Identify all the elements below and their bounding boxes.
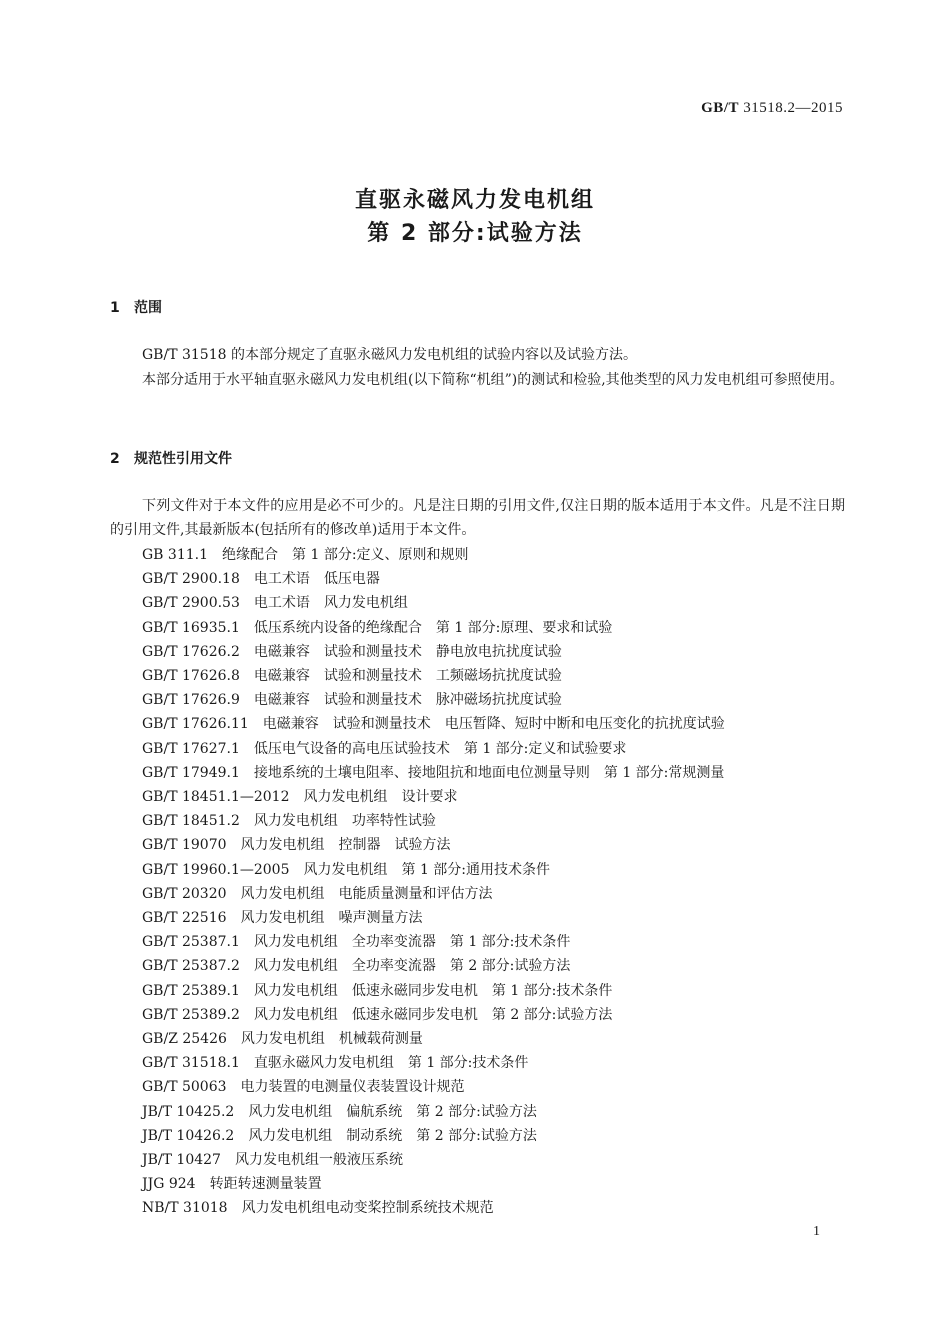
reference-code: GB/T 25387.2: [142, 958, 240, 975]
reference-title: 电磁兼容 试验和测量技术 电压暂降、短时中断和电压变化的抗扰度试验: [262, 716, 725, 733]
reference-title: 电磁兼容 试验和测量技术 工频磁场抗扰度试验: [253, 668, 562, 685]
reference-item: [142, 785, 725, 809]
reference-code: JB/T 10425.2: [142, 1103, 235, 1120]
reference-code: GB/T 22516: [142, 910, 227, 927]
reference-item: [142, 640, 725, 664]
normative-intro-paragraph: 下列文件对于本文件的应用是必不可少的。凡是注日期的引用文件,仅注日期的版本适用于本文件。凡是不注日期的引用文件,其最新版本(包括所有的修改单)适用于本文件。: [110, 498, 845, 538]
reference-code: GB/T 25389.1: [142, 982, 240, 999]
reference-code: GB/T 31518.1: [142, 1055, 240, 1072]
reference-code: GB/T 2900.53: [142, 595, 240, 612]
section-number: 2: [110, 451, 120, 467]
reference-code: GB/T 19070: [142, 837, 227, 854]
reference-code: JB/T 10427: [142, 1152, 221, 1169]
reference-item: [142, 664, 725, 688]
reference-code: JJG 924: [142, 1176, 196, 1193]
reference-title: 风力发电机组 功率特性试验: [253, 813, 436, 830]
reference-item: [142, 1124, 725, 1148]
reference-title: 风力发电机组 电能质量测量和评估方法: [240, 885, 493, 902]
reference-item: [142, 954, 725, 978]
reference-title: 风力发电机组 偏航系统 第 2 部分:试验方法: [248, 1103, 537, 1120]
reference-title: 风力发电机组 制动系统 第 2 部分:试验方法: [248, 1127, 537, 1144]
reference-item: [142, 567, 725, 591]
reference-code: GB/T 50063: [142, 1079, 227, 1096]
reference-code: GB/T 17626.9: [142, 692, 240, 709]
reference-title: 直驱永磁风力发电机组 第 1 部分:技术条件: [253, 1055, 529, 1072]
reference-item: [142, 737, 725, 761]
reference-title: 风力发电机组 设计要求: [303, 789, 458, 806]
reference-code: GB/T 19960.1—2005: [142, 861, 290, 878]
reference-item: [142, 1172, 725, 1196]
reference-item: [142, 591, 725, 615]
section-heading-scope: [110, 297, 162, 317]
reference-title: 风力发电机组 低速永磁同步发电机 第 2 部分:试验方法: [253, 1006, 613, 1023]
standard-prefix: GB/T: [701, 100, 739, 116]
section-heading-normative-references: [110, 448, 232, 468]
reference-item: [142, 543, 725, 567]
reference-title: 风力发电机组 控制器 试验方法: [240, 837, 451, 854]
section-title: 规范性引用文件: [134, 451, 232, 467]
reference-item: [142, 1148, 725, 1172]
reference-item: [142, 809, 725, 833]
reference-title: 风力发电机组一般液压系统: [234, 1152, 403, 1169]
reference-item: [142, 688, 725, 712]
reference-title: 风力发电机组 机械载荷测量: [240, 1031, 423, 1048]
reference-item: [142, 930, 725, 954]
reference-item: [142, 979, 725, 1003]
reference-title: 风力发电机组 第 1 部分:通用技术条件: [303, 861, 551, 878]
reference-code: GB/T 17626.11: [142, 716, 249, 733]
reference-code: GB/T 17627.1: [142, 740, 240, 757]
reference-item: [142, 712, 725, 736]
reference-title: 风力发电机组 全功率变流器 第 2 部分:试验方法: [253, 958, 571, 975]
standard-code-header: [701, 100, 843, 117]
reference-item: [142, 616, 725, 640]
document-subtitle: 第 2 部分:试验方法: [367, 221, 583, 246]
reference-item: [142, 1100, 725, 1124]
reference-title: 低压系统内设备的绝缘配合 第 1 部分:原理、要求和试验: [253, 619, 613, 636]
reference-item: [142, 1003, 725, 1027]
reference-code: GB/T 17626.2: [142, 643, 240, 660]
reference-code: GB 311.1: [142, 547, 209, 563]
reference-title: 低压电气设备的高电压试验技术 第 1 部分:定义和试验要求: [253, 740, 627, 757]
reference-item: [142, 1075, 725, 1099]
reference-title: 风力发电机组 全功率变流器 第 1 部分:技术条件: [253, 934, 571, 951]
reference-item: [142, 833, 725, 857]
reference-title: 风力发电机组电动变桨控制系统技术规范: [241, 1200, 494, 1217]
reference-code: NB/T 31018: [142, 1200, 228, 1217]
reference-title: 电力装置的电测量仪表装置设计规范: [240, 1079, 465, 1096]
scope-paragraph-1: GB/T 31518 的本部分规定了直驱永磁风力发电机组的试验内容以及试验方法。: [142, 347, 637, 363]
reference-item: [142, 906, 725, 930]
scope-paragraph-2: 本部分适用于水平轴直驱永磁风力发电机组(以下简称“机组”)的测试和检验,其他类型的风力发电机组可参照使用。: [142, 372, 844, 388]
reference-code: JB/T 10426.2: [142, 1127, 235, 1144]
reference-title: 风力发电机组 噪声测量方法: [240, 910, 423, 927]
reference-title: 电工术语 风力发电机组: [253, 595, 408, 612]
reference-item: [142, 858, 725, 882]
reference-title: 转距转速测量装置: [209, 1176, 322, 1193]
reference-code: GB/T 25387.1: [142, 934, 240, 951]
reference-item: [142, 761, 725, 785]
reference-code: GB/T 25389.2: [142, 1006, 240, 1023]
reference-item: [142, 1027, 725, 1051]
document-title: 直驱永磁风力发电机组: [354, 188, 595, 213]
reference-code: GB/T 2900.18: [142, 571, 240, 588]
reference-title: 接地系统的土壤电阻率、接地阻抗和地面电位测量导则 第 1 部分:常规测量: [253, 764, 725, 781]
reference-code: GB/T 17949.1: [142, 764, 240, 781]
standard-number: 31518.2—2015: [743, 100, 843, 116]
reference-title: 电磁兼容 试验和测量技术 静电放电抗扰度试验: [253, 643, 562, 660]
reference-title: 绝缘配合 第 1 部分:定义、原则和规则: [222, 547, 469, 563]
reference-title: 风力发电机组 低速永磁同步发电机 第 1 部分:技术条件: [253, 982, 613, 999]
reference-code: GB/T 20320: [142, 885, 227, 902]
reference-list: [142, 543, 725, 1221]
reference-item: [142, 882, 725, 906]
reference-code: GB/T 18451.1—2012: [142, 789, 290, 806]
reference-item: [142, 1196, 725, 1220]
section-number: 1: [110, 300, 120, 316]
reference-code: GB/T 18451.2: [142, 813, 240, 830]
page-number: 1: [813, 1224, 820, 1239]
reference-item: [142, 1051, 725, 1075]
reference-code: GB/Z 25426: [142, 1031, 227, 1048]
reference-code: GB/T 17626.8: [142, 668, 240, 685]
section-title: 范围: [134, 300, 162, 316]
reference-title: 电磁兼容 试验和测量技术 脉冲磁场抗扰度试验: [253, 692, 562, 709]
reference-code: GB/T 16935.1: [142, 619, 240, 636]
reference-title: 电工术语 低压电器: [253, 571, 380, 588]
